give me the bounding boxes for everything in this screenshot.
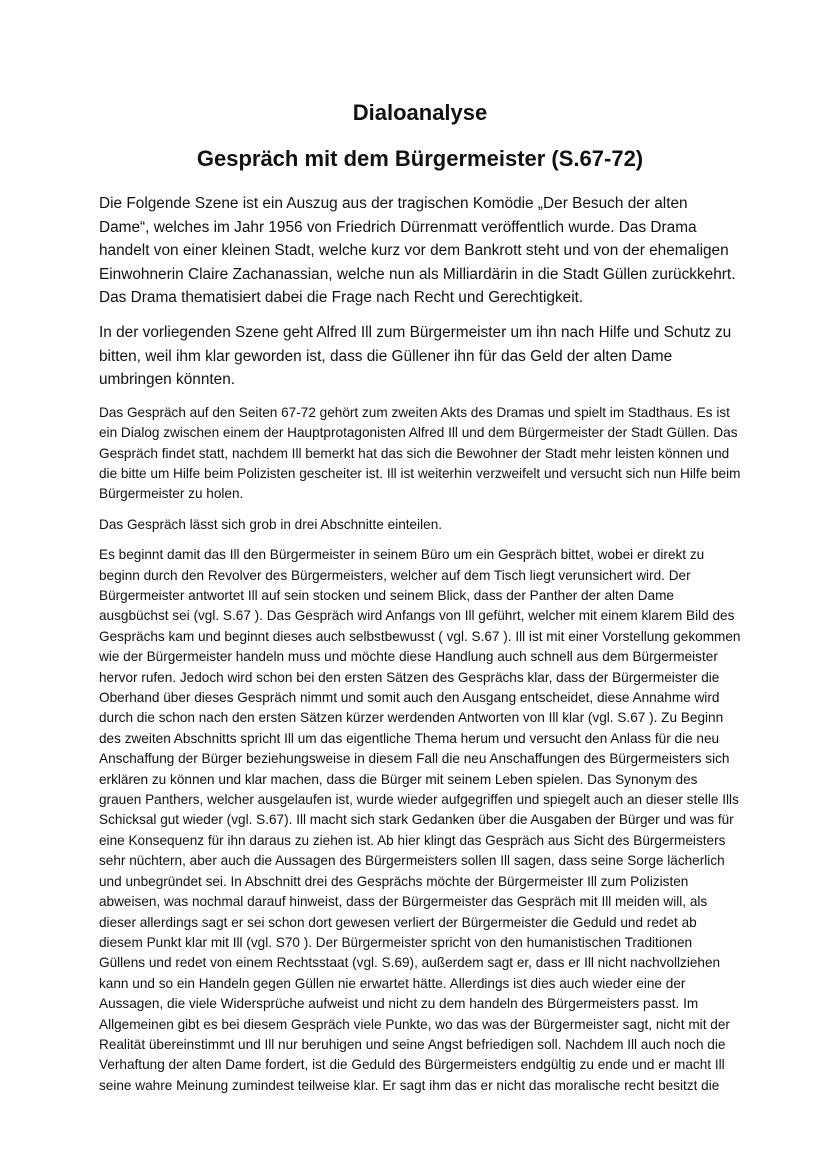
document-subtitle: Gespräch mit dem Bürgermeister (S.67-72) (196, 146, 644, 171)
paragraph-introduction: Die Folgende Szene ist ein Auszug aus der tragischen Komödie „Der Besuch der alten Dame“, welches im Jahr 1956 von Friedrich Dürrenmatt veröffentlich wurde. Das Drama handelt von einer kleinen Stadt, welche kurz vor dem Bankrott steht und von der ehemaligen Einwohnerin Claire Zachanassian, welche nun als Milliardärin in die Stadt Güllen zurückkehrt. Das Drama thematisiert dabei die Frage nach Recht und Gerechtigkeit. (99, 195, 736, 307)
paragraph-scene-summary: In der vorliegenden Szene geht Alfred Ill zum Bürgermeister um ihn nach Hilfe und Schutz zu bitten, weil ihm klar geworden ist, dass die Güllener ihn für das Geld der alten Dame umbringen könnten. (99, 323, 732, 389)
document-title: Dialoanalyse (352, 100, 488, 125)
paragraph-analysis: Es beginnt damit das Ill den Bürgermeister in seinem Büro um ein Gespräch bittet, wobei er direkt zu beginn durch den Revolver des Bürgermeisters, welcher auf dem Tisch liegt verunsichert wird. Der Bürgermeister antwortet Ill auf sein stocken und seinem Blick, dass der Panther der alten Dame ausgbüchst sei (vgl. S.67 ). Das Gespräch wird Anfangs von Ill geführt, welcher mit einem klarem Bild des Gesprächs kam und beginnt dieses auch selbstbewusst ( vgl. S.67 ). Ill ist mit einer Vorstellung gekommen wie der Bürgermeister handeln muss und möchte diese Handlung auch schnell aus dem Bürgermeister hervor rufen. Jedoch wird schon bei den ersten Sätzen des Gesprächs klar, dass der Bürgermeister die Oberhand über dieses Gespräch nimmt und somit auch den Ausgang entscheidet, diese Annahme wird durch die schon nach den ersten Sätzen kürzer werdenden Antworten von Ill klar (vgl. S.67 ). Zu Beginn des zweiten Abschnitts spricht Ill um das eigentliche Thema herum und versucht den Anlass für die neu Anschaffung der Bürger beziehungsweise in diesem Fall die neu Anschaffungen des Bürgermeisters sich erklären zu können und klar machen, dass die Bürger mit seinem Leben spielen. Das Synonym des grauen Panthers, welcher ausgelaufen ist, wurde wieder aufgegriffen und spiegelt auch an dieser stelle Ills Schicksal gut wieder (vgl. S.67). Ill macht sich stark Gedanken über die Ausgaben der Bürger und was für eine Konsequenz für ihn daraus zu ziehen ist. Ab hier klingt das Gespräch aus Sicht des Bürgermeisters sehr nüchtern, aber auch die Aussagen des Bürgermeisters sollen Ill sagen, dass seine Sorge lächerlich und unbegründet sei. In Abschnitt drei des Gesprächs möchte der Bürgermeister Ill zum Polizisten abweisen, was nochmal darauf hinweist, dass der Bürgermeister das Gespräch mit Ill meiden will, als dieser allerdings sagt er sei schon dort gewesen verliert der Bürgermeister die Geduld und redet ab diesem Punkt klar mit Ill (vgl. S70 ). Der Bürgermeister spricht von den humanistischen Traditionen Güllens und redet von einem Rechtsstaat (vgl. S.69), außerdem sagt er, dass er Ill nicht nachvollziehen kann und so ein Handeln gegen Güllen nie erwartet hätte. Allerdings ist dies auch wieder eine der Aussagen, die viele Widersprüche aufweist und nicht zu dem handeln des Bürgermeisters passt. Im Allgemeinen gibt es bei diesem Gespräch viele Punkte, wo das was der Bürgermeister sagt, nicht mit der Realität übereinstimmt und Ill nur beruhigen und seine Angst befriedigen soll. Nachdem Ill auch noch die Verhaftung der alten Dame fordert, ist die Geduld des Bürgermeisters endgültig zu ende und er macht Ill seine wahre Meinung zumindest teilweise klar. Er sagt ihm das er nicht das moralische recht besitzt die (99, 547, 741, 1093)
paragraph-structure: Das Gespräch lässt sich grob in drei Abschnitte einteilen. (99, 516, 443, 532)
document-page (99, 96, 741, 1096)
paragraph-context: Das Gespräch auf den Seiten 67-72 gehört zum zweiten Akts des Dramas und spielt im Stadthaus. Es ist ein Dialog zwischen einem der Hauptprotagonisten Alfred Ill und dem Bürgermeister der Stadt Güllen. Das Gespräch findet statt, nachdem Ill bemerkt hat das sich die Bewohner der Stadt mehr leisten können und die bitte um Hilfe beim Polizisten gescheiter ist. Ill ist weiterhin verzweifelt und versucht sich nun Hilfe beim Bürgermeister zu holen. (99, 404, 741, 502)
